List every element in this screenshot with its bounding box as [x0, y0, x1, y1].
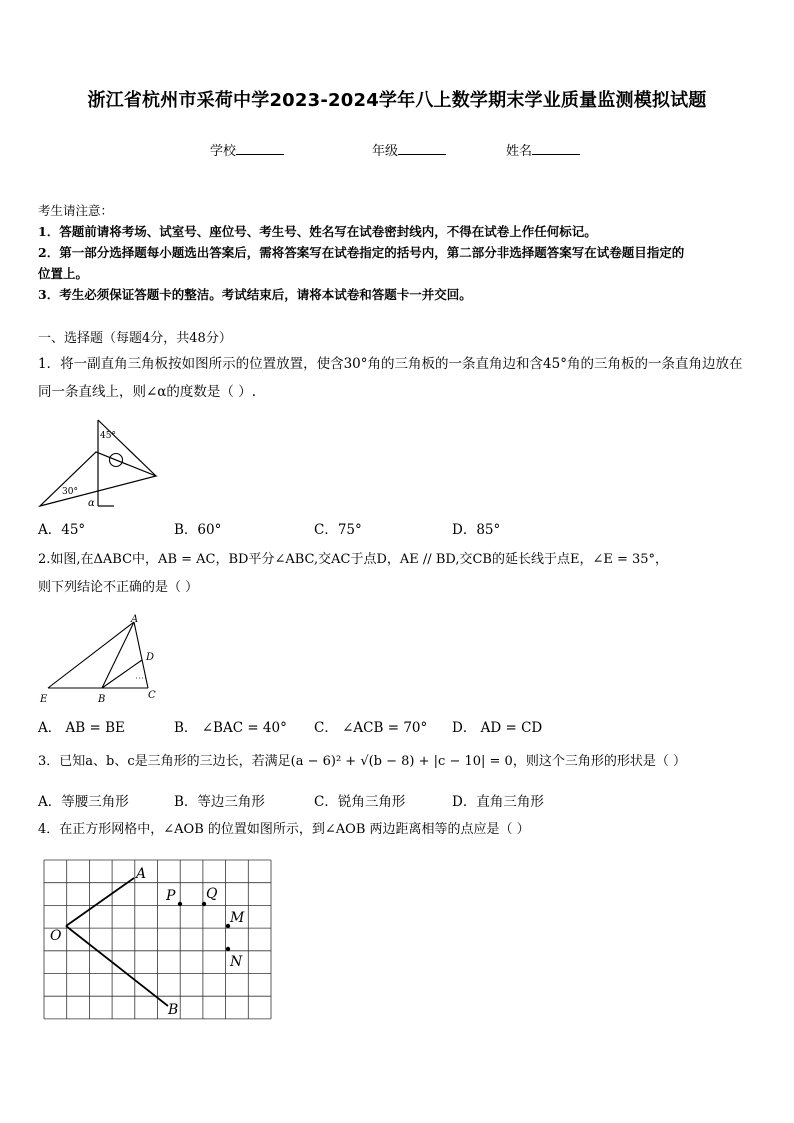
- option-b[interactable]: B． ∠BAC = 40°: [174, 720, 287, 736]
- point-q: [202, 902, 206, 906]
- name-field[interactable]: [506, 140, 580, 159]
- label-p: P: [166, 888, 176, 904]
- question-1-options: [38, 518, 768, 538]
- notice-item: 2．第一部分选择题每小题选出答案后，需将答案写在试卷指定的括号内，第二部分非选择题答案写在试卷题目指定的: [38, 245, 685, 260]
- school-label: 学校: [210, 144, 237, 159]
- label-b: B: [168, 1002, 179, 1018]
- question-4: [38, 816, 768, 844]
- notice-item: 位置上。: [38, 266, 89, 281]
- point-p: [178, 902, 182, 906]
- point-b-label: B: [98, 694, 106, 705]
- option-c[interactable]: C．75°: [314, 522, 362, 538]
- page-title: 浙江省杭州市采荷中学2023-2024学年八上数学期末学业质量监测模拟试题: [87, 90, 707, 111]
- notice-block: [38, 200, 684, 305]
- option-a[interactable]: A．等腰三角形: [38, 794, 129, 810]
- question-3: [38, 748, 768, 776]
- grid-figure: [40, 856, 280, 1026]
- school-field[interactable]: [210, 140, 284, 159]
- label-q: Q: [206, 886, 218, 902]
- option-d[interactable]: D．直角三角形: [452, 794, 544, 810]
- name-label: 姓名: [506, 144, 533, 159]
- grade-label: 年级: [372, 144, 399, 159]
- point-a-label: A: [131, 614, 139, 625]
- question-3-options: [38, 790, 768, 810]
- option-b[interactable]: B．等边三角形: [174, 794, 265, 810]
- grade-field[interactable]: [372, 140, 446, 159]
- angle-alpha-label: α: [88, 498, 95, 509]
- point-d-label: D: [146, 652, 155, 663]
- point-n: [226, 947, 230, 951]
- point-e-label: E: [40, 694, 48, 705]
- question-1-line: 1．将一副直角三角板按如图所示的位置放置，使含30°角的三角板的一条直角边和含45°角的三角板的一条直角边放在: [38, 356, 743, 372]
- question-2-line: 则下列结论不正确的是（ ）: [38, 580, 199, 595]
- school-blank[interactable]: [236, 142, 284, 155]
- notice-heading: 考生请注意：: [38, 203, 114, 218]
- notice-item: 1．答题前请将考场、试室号、座位号、考生号、姓名写在试卷密封线内，不得在试卷上作任何标记。: [38, 224, 597, 239]
- option-c[interactable]: C．锐角三角形: [314, 794, 406, 810]
- question-4-line: 4．在正方形网格中，∠AOB 的位置如图所示，到∠AOB 两边距离相等的点应是（ ）: [38, 822, 530, 837]
- section-heading: 一、选择题（每题4分，共48分）: [38, 331, 232, 346]
- grade-blank[interactable]: [398, 142, 446, 155]
- option-b[interactable]: B．60°: [174, 522, 222, 538]
- option-c[interactable]: C． ∠ACB = 70°: [314, 720, 428, 736]
- question-3-line: 3．已知a、b、c是三角形的三边长，若满足(a − 6)² + √(b − 8) + |c − 10| = 0，则这个三角形的形状是（ ）: [38, 754, 686, 769]
- triangle-abc-figure: [36, 612, 166, 708]
- question-2: [38, 546, 768, 602]
- square-grid: [44, 860, 271, 1019]
- name-blank[interactable]: [532, 142, 580, 155]
- question-2-line: 2.如图,在ΔABC中，AB = AC，BD平分∠ABC,交AC于点D，AE // BD,交CB的延长线于点E，∠E = 35°，: [38, 552, 669, 567]
- option-d[interactable]: D． AD = CD: [452, 720, 543, 736]
- label-a: A: [136, 866, 147, 882]
- question-1: [38, 350, 768, 406]
- option-d[interactable]: D．85°: [452, 522, 501, 538]
- set-square-figure: [36, 414, 166, 510]
- label-m: M: [230, 910, 245, 926]
- option-a[interactable]: A．45°: [38, 522, 86, 538]
- notice-item: 3．考生必须保证答题卡的整洁。考试结束后，请将本试卷和答题卡一并交回。: [38, 287, 472, 302]
- question-1-line: 同一条直线上，则∠α的度数是（ ）.: [38, 384, 257, 400]
- ray-ob: [66, 926, 168, 1006]
- ray-oa: [66, 878, 134, 926]
- angle-45-label: 45°: [100, 431, 116, 441]
- point-c-label: C: [148, 690, 156, 701]
- question-2-options: [38, 716, 768, 736]
- angle-30-label: 30°: [62, 487, 78, 497]
- option-a[interactable]: A． AB = BE: [38, 720, 125, 736]
- label-o: O: [50, 928, 62, 944]
- label-n: N: [230, 954, 243, 970]
